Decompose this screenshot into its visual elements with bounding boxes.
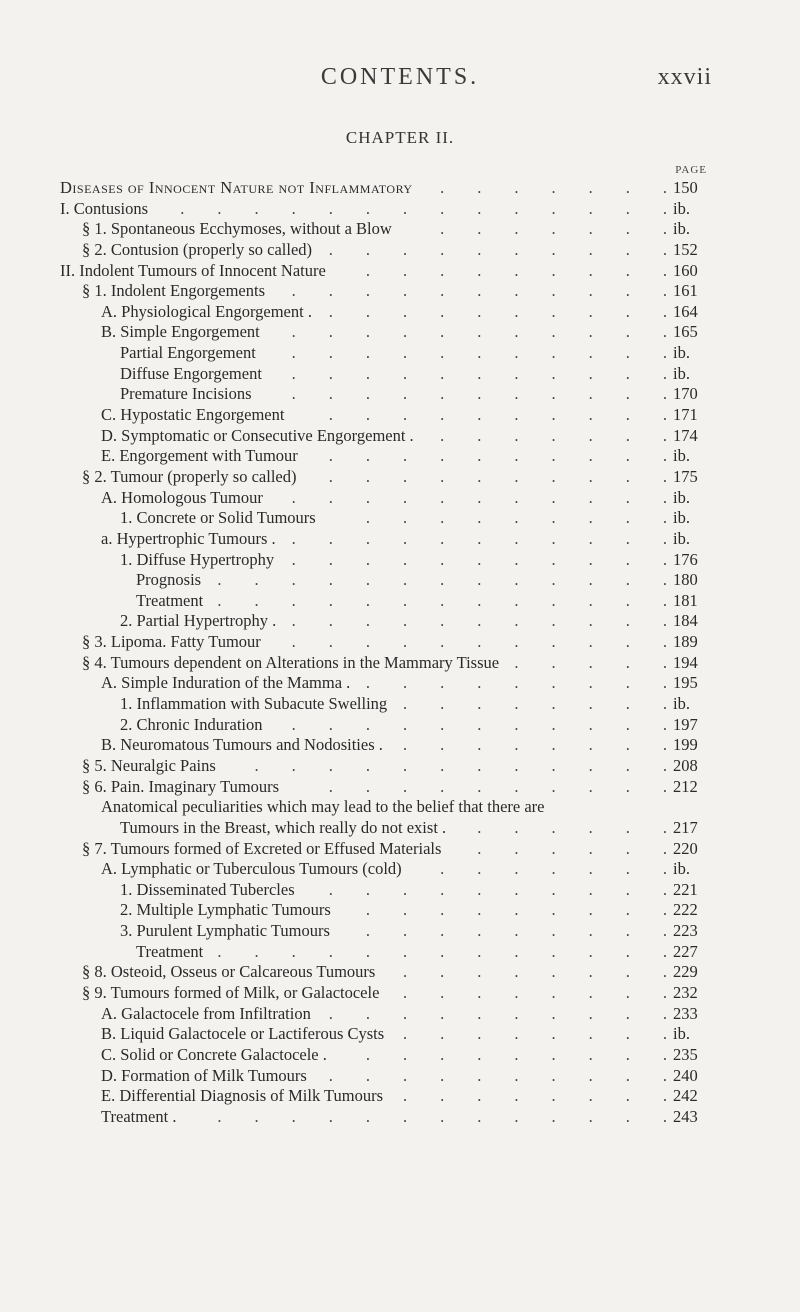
toc-entry <box>60 384 715 405</box>
toc-entry-page: ib. <box>673 446 690 466</box>
toc-entry-title: B. Liquid Galactocele or Lactiferous Cysts <box>101 1024 385 1044</box>
dot-leader: . . . . . . . . . . <box>328 776 667 796</box>
toc-entry-page: ib. <box>673 1024 690 1044</box>
toc-entry <box>60 446 715 467</box>
toc-entry-title: A. Simple Induration of the Mamma . <box>101 673 351 693</box>
toc-entry-page: 161 <box>673 281 698 301</box>
toc-entry-page: 194 <box>673 652 698 672</box>
toc-entry-title: Diffuse Engorgement <box>120 363 262 383</box>
toc-entry <box>60 405 715 426</box>
toc-entry <box>60 1107 715 1128</box>
dot-leader: . . . . . . . . . . <box>328 239 667 259</box>
toc-entry-title: Anatomical peculiarities which may lead to the belief that there are <box>101 797 545 817</box>
toc-entry <box>60 653 715 674</box>
toc-entry <box>60 859 715 880</box>
toc-entry <box>60 756 715 777</box>
toc-entry <box>60 962 715 983</box>
toc-entry-title: II. Indolent Tumours of Innocent Nature <box>60 260 326 280</box>
dot-leader: . . . . . . . <box>440 219 667 239</box>
toc-entry-page: 242 <box>673 1086 698 1106</box>
toc-entry-title: 2. Partial Hypertrophy . <box>120 611 277 631</box>
toc-entry-page: 170 <box>673 384 698 404</box>
toc-entry-page: 195 <box>673 673 698 693</box>
toc-entry-title: Partial Engorgement <box>120 343 256 363</box>
dot-leader: . . . . . . . . . . <box>328 1065 667 1085</box>
running-head <box>0 64 800 104</box>
dot-leader: . . . . . . . . . <box>365 260 667 280</box>
toc-entry <box>60 1045 715 1066</box>
toc-entry-page: 197 <box>673 714 698 734</box>
toc-entry <box>60 261 715 282</box>
toc-entry-title: D. Formation of Milk Tumours <box>101 1065 307 1085</box>
toc-entry-page: 227 <box>673 941 698 961</box>
dot-leader: . . . . . . . . . . . . . <box>217 941 667 961</box>
toc-entry-page: 208 <box>673 755 698 775</box>
toc-entry-title: 3. Purulent Lymphatic Tumours <box>120 921 330 941</box>
dot-leader: . . . . . . . . . . . . <box>254 755 667 775</box>
toc-entry-page: 164 <box>673 301 698 321</box>
toc-entry-page: 217 <box>673 817 698 837</box>
toc-entry <box>60 1086 715 1107</box>
dot-leader: . . . . . . . . . . . <box>291 322 667 342</box>
toc-entry-page: 181 <box>673 590 698 610</box>
toc-entry <box>60 673 715 694</box>
toc-entry-title: 1. Disseminated Tubercles <box>120 879 295 899</box>
dot-leader: . . . . . . . . . . . . . . <box>180 198 667 218</box>
toc-entry-page: 165 <box>673 322 698 342</box>
toc-entry <box>60 467 715 488</box>
toc-entry-title: 1. Concrete or Solid Tumours <box>120 508 316 528</box>
dot-leader: . . . . . . . . . . . <box>291 281 667 301</box>
toc-entry-page: 150 <box>673 178 698 197</box>
dot-leader: . . . . . . . <box>440 178 667 197</box>
toc-entry <box>60 942 715 963</box>
toc-entry <box>60 426 715 447</box>
toc-entry-title: § 9. Tumours formed of Milk, or Galactocele <box>82 982 380 1002</box>
dot-leader: . . . . . . . . . . . <box>291 384 667 404</box>
dot-leader: . . . . . . . . . . . . . <box>217 590 667 610</box>
dot-leader: . . . . . . . . . . . <box>291 632 667 652</box>
toc-entry-page: 212 <box>673 776 698 796</box>
toc-entry <box>60 797 715 818</box>
toc-entry-page: ib. <box>673 363 690 383</box>
toc-entry-title: § 4. Tumours dependent on Alterations in the Mammary Tissue <box>82 652 500 672</box>
toc-entry-page: 222 <box>673 900 698 920</box>
dot-leader: . . . . . . . . . <box>365 673 667 693</box>
toc-entry <box>60 364 715 385</box>
dot-leader: . . . . . . . . . . <box>328 301 667 321</box>
toc-entry-page: 152 <box>673 239 698 259</box>
toc-entry-title: § 3. Lipoma. Fatty Tumour <box>82 632 261 652</box>
dot-leader: . . . . . . . . . . . . . <box>217 1106 667 1126</box>
toc-entry-page: 232 <box>673 982 698 1002</box>
dot-leader: . . . . . . . . . <box>365 921 667 941</box>
toc-entry <box>60 900 715 921</box>
toc-entry-title: 2. Multiple Lymphatic Tumours <box>120 900 331 920</box>
toc-entry-title: Diseases of Innocent Nature not Inflammatory <box>60 178 413 197</box>
dot-leader: . . . . . . <box>477 838 667 858</box>
toc-entry-title: 1. Inflammation with Subacute Swelling <box>120 694 388 714</box>
toc-entry-page: 199 <box>673 735 698 755</box>
toc-entry <box>60 818 715 839</box>
toc-entry-page: 220 <box>673 838 698 858</box>
toc-entry-page: ib. <box>673 198 690 218</box>
toc-entry <box>60 1066 715 1087</box>
dot-leader: . . . . . . . . <box>403 1086 667 1106</box>
toc-entry-title: 2. Chronic Induration <box>120 714 263 734</box>
toc-entry <box>60 570 715 591</box>
dot-leader: . . . . . . . . . . <box>328 466 667 486</box>
toc-entry <box>60 1024 715 1045</box>
toc-entry <box>60 281 715 302</box>
toc-entry-page: 235 <box>673 1044 698 1064</box>
dot-leader: . . . . . . . <box>440 859 667 879</box>
toc-entry-page: 175 <box>673 466 698 486</box>
toc-entry-title: C. Solid or Concrete Galactocele . <box>101 1044 327 1064</box>
toc-entry-title: A. Homologous Tumour <box>101 487 263 507</box>
toc-entry-title: a. Hypertrophic Tumours . <box>101 528 276 548</box>
toc-entry-title: E. Differential Diagnosis of Milk Tumours <box>101 1086 384 1106</box>
dot-leader: . . . . . . . . . . <box>328 405 667 425</box>
toc-entry <box>60 240 715 261</box>
dot-leader: . . . . . . . . . <box>365 508 667 528</box>
toc-entry <box>60 178 715 199</box>
running-head-page-number: xxvii <box>657 64 712 90</box>
toc-entry <box>60 983 715 1004</box>
toc-entry-title: § 6. Pain. Imaginary Tumours <box>82 776 280 796</box>
dot-leader: . . . . . . . . <box>403 694 667 714</box>
toc-entry-title: § 1. Spontaneous Ecchymoses, without a Blow <box>82 219 392 239</box>
toc-entry-page: ib. <box>673 487 690 507</box>
toc-entry-title: § 5. Neuralgic Pains <box>82 755 216 775</box>
dot-leader: . . . . . . . . . . . <box>291 611 667 631</box>
toc-entry-title: Treatment <box>136 590 204 610</box>
toc-entry <box>60 199 715 220</box>
toc-entry-title: Prognosis <box>136 570 202 590</box>
running-head-title: CONTENTS. <box>320 64 480 90</box>
dot-leader: . . . . . . . . <box>403 1024 667 1044</box>
page-column-label: PAGE <box>675 164 707 176</box>
toc-entry-page: ib. <box>673 528 690 548</box>
dot-leader: . . . . . . . . <box>403 735 667 755</box>
toc-entry-title: § 8. Osteoid, Osseus or Calcareous Tumours <box>82 962 376 982</box>
toc-entry <box>60 880 715 901</box>
toc-entry <box>60 591 715 612</box>
dot-leader: . . . . . . . . . <box>365 1044 667 1064</box>
dot-leader: . . . . . . . . . . . <box>291 549 667 569</box>
dot-leader: . . . . . . . . . . . <box>291 528 667 548</box>
toc-entry <box>60 632 715 653</box>
toc-entry <box>60 777 715 798</box>
toc-entry-title: A. Lymphatic or Tuberculous Tumours (cold) <box>101 859 402 879</box>
dot-leader: . . . . . . . . . . <box>328 1003 667 1023</box>
toc-entry-title: E. Engorgement with Tumour <box>101 446 298 466</box>
toc-entry-page: 180 <box>673 570 698 590</box>
dot-leader: . . . . . . . <box>440 425 667 445</box>
toc-entry-title: Treatment <box>136 941 204 961</box>
chapter-title: CHAPTER II. <box>345 128 455 147</box>
toc-entry-page: 221 <box>673 879 698 899</box>
dot-leader: . . . . . . . . <box>403 982 667 1002</box>
dot-leader: . . . . . . . . . . . <box>291 487 667 507</box>
toc-entry-page: ib. <box>673 343 690 363</box>
toc-entry <box>60 921 715 942</box>
toc-entry <box>60 322 715 343</box>
toc-entry <box>60 302 715 323</box>
toc-entry-title: Premature Incisions <box>120 384 252 404</box>
toc-entry-page: 233 <box>673 1003 698 1023</box>
toc-entry <box>60 1004 715 1025</box>
toc-entry <box>60 715 715 736</box>
toc-entry-title: § 1. Indolent Engorgements <box>82 281 265 301</box>
toc-entry-title: Treatment . <box>101 1106 177 1126</box>
toc-entry-page: 160 <box>673 260 698 280</box>
toc-entry-page: ib. <box>673 694 690 714</box>
toc-entry-page: ib. <box>673 859 690 879</box>
toc-entry <box>60 611 715 632</box>
toc-entry-page: 189 <box>673 632 698 652</box>
dot-leader: . . . . . . . . . . . <box>291 363 667 383</box>
toc-entry-title: § 2. Contusion (properly so called) <box>82 239 313 259</box>
toc-entry <box>60 529 715 550</box>
toc-entry-title: 1. Diffuse Hypertrophy <box>120 549 275 569</box>
toc-entry <box>60 508 715 529</box>
dot-leader: . . . . . . . . <box>403 962 667 982</box>
dot-leader: . . . . . . . . . . <box>328 879 667 899</box>
toc-entry-page: 174 <box>673 425 698 445</box>
toc-entry-page: 240 <box>673 1065 698 1085</box>
table-of-contents <box>60 178 715 1127</box>
toc-entry-page: ib. <box>673 219 690 239</box>
dot-leader: . . . . . . . . . . . . . <box>217 570 667 590</box>
toc-entry-page: 184 <box>673 611 698 631</box>
toc-entry <box>60 839 715 860</box>
toc-entry-title: I. Contusions <box>60 198 149 218</box>
toc-entry-title: B. Simple Engorgement <box>101 322 260 342</box>
dot-leader: . . . . . . . . . . <box>328 446 667 466</box>
toc-entry <box>60 488 715 509</box>
dot-leader: . . . . . . . . . . . <box>291 714 667 734</box>
toc-entry-page: 176 <box>673 549 698 569</box>
toc-entry-title: Tumours in the Breast, which really do not exist . <box>120 817 447 837</box>
toc-entry-page: 229 <box>673 962 698 982</box>
dot-leader: . . . . . . . . . <box>365 900 667 920</box>
toc-entry-page: 171 <box>673 405 698 425</box>
toc-entry-title: A. Galactocele from Infiltration <box>101 1003 311 1023</box>
toc-entry-title: C. Hypostatic Engorgement <box>101 405 285 425</box>
toc-entry-title: D. Symptomatic or Consecutive Engorgement . <box>101 425 414 445</box>
dot-leader: . . . . . <box>514 652 667 672</box>
toc-entry <box>60 550 715 571</box>
dot-leader: . . . . . . <box>477 817 667 837</box>
toc-entry-title: A. Physiological Engorgement . <box>101 301 312 321</box>
toc-entry-title: B. Neuromatous Tumours and Nodosities . <box>101 735 383 755</box>
dot-leader: . . . . . . . . . . . <box>291 343 667 363</box>
toc-entry-title: § 7. Tumours formed of Excreted or Effused Materials <box>82 838 442 858</box>
toc-entry <box>60 219 715 240</box>
toc-entry-title: § 2. Tumour (properly so called) <box>82 466 297 486</box>
toc-entry-page: 223 <box>673 921 698 941</box>
toc-entry <box>60 343 715 364</box>
toc-entry <box>60 735 715 756</box>
toc-entry <box>60 694 715 715</box>
toc-entry-page: ib. <box>673 508 690 528</box>
toc-entry-page: 243 <box>673 1106 698 1126</box>
